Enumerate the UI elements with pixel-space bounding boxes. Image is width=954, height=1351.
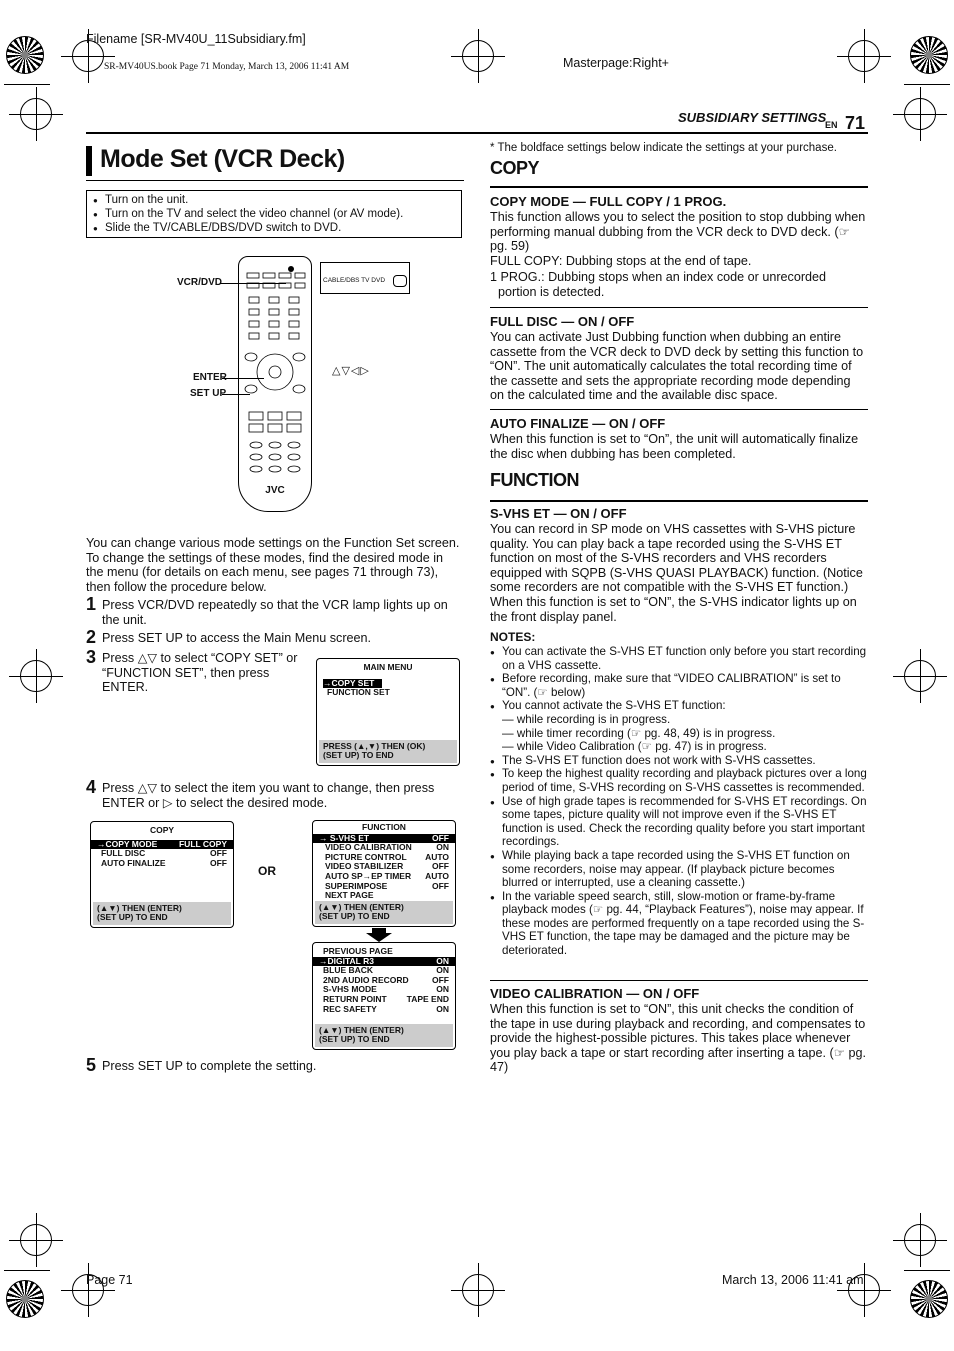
pointer-line [222, 378, 264, 379]
pointer-line [220, 283, 286, 284]
function-row: 2ND AUDIO RECORD OFF [323, 974, 449, 985]
svhs-et-text: You can record in SP mode on VHS cassettes with S-VHS picture quality. You can play back a tape recorded using the S-VHS ET function on most of the S-VHS recorders and VHS recorders equipped with SQPB (S-VHS QUASI PLAYBACK) function. (Notice some recorders are not compatible with the S-VHS ET function.) When this function is set to “ON”, the S-VHS indicator lights up on the front display panel. [490, 522, 863, 624]
section-rule [490, 980, 868, 981]
pointer-line [222, 394, 250, 395]
page-title: Mode Set (VCR Deck) [100, 145, 345, 173]
section-rule [490, 307, 868, 308]
svhs-et-title: S-VHS ET — ON / OFF [490, 506, 627, 521]
copy-heading: COPY [490, 158, 540, 178]
step-text: Press △▽ to select the item you want to change, then press ENTER or ▷ to select the desired mode. [102, 781, 435, 810]
note-item: ● Use of high grade tapes is recommended for S-VHS ET recordings. On some tapes, picture quality will not improve even if the S-VHS ET function is used. Check the recording quality before you start important recordings. [490, 795, 868, 849]
auto-finalize-text: When this function is set to “On”, the unit will automatically finalize the disc when dubbing has been completed. [490, 432, 859, 461]
note-item: ● The S-VHS ET function does not work with S-VHS cassettes. [490, 754, 868, 768]
note-dash-item: — while recording is in progress. [502, 712, 671, 726]
function-row: S-VHS MODE ON [323, 984, 449, 995]
crosshair-mark [848, 40, 880, 72]
preparation-box [86, 190, 462, 238]
switch-label: CABLE/DBS TV DVD [323, 277, 386, 284]
menu-item-copy-set: →COPY SET [323, 679, 382, 689]
label-arrow-keys: △▽◁▷ [332, 365, 370, 377]
function-row: →DIGITAL R3 ON [313, 957, 455, 967]
crop-line [904, 1270, 950, 1271]
copy-row: FULL DISC OFF [101, 848, 227, 859]
switch-inset [320, 262, 410, 294]
note-dash-item: — while timer recording (☞ pg. 48, 49) is in progress. [502, 726, 776, 740]
menu-item-function-set: FUNCTION SET [327, 687, 390, 698]
function-row: PICTURE CONTROL AUTO [325, 851, 449, 862]
crop-line [4, 1270, 50, 1271]
crosshair-mark [20, 1224, 52, 1256]
registration-target-bottom-right [910, 1280, 948, 1318]
crosshair-mark [462, 40, 494, 72]
function-row: → S-VHS ET OFF [313, 834, 455, 844]
switch-slider [393, 275, 407, 287]
function-screen [312, 820, 456, 927]
function-row: PREVIOUS PAGE [323, 946, 393, 956]
screen-footer: (▲▼) THEN (ENTER) (SET UP) TO END [93, 902, 231, 925]
function-row: BLUE BACK ON [323, 965, 449, 976]
note-item: ● Before recording, make sure that “VIDEO CALIBRATION” is set to “ON”. (☞ below) [490, 672, 868, 699]
intro-text: You can change various mode settings on the Function Set screen. To change the settings of these modes, find the desired mode in the menu (for details on each menu, see pages 71 through 73), then follow the procedure below. [86, 536, 460, 594]
label-enter: ENTER [193, 372, 227, 383]
function-row: REC SAFETY ON [323, 1003, 449, 1014]
title-rule [86, 180, 464, 181]
auto-finalize-title: AUTO FINALIZE — ON / OFF [490, 416, 666, 431]
prep-item: ● Slide the TV/CABLE/DBS/DVD switch to DVD. [93, 221, 455, 235]
screen-title: MAIN MENU [363, 662, 413, 672]
lang-label: EN [825, 120, 838, 130]
page-number: 71 [845, 113, 866, 133]
section-header: SUBSIDIARY SETTINGS [678, 110, 827, 125]
crop-line [904, 84, 950, 85]
function-row: VIDEO CALIBRATION ON [325, 842, 449, 853]
note-item: ● In the variable speed search, still, slow-motion or frame-by-frame playback modes (☞ pg. 44, “Playback Features”), noise may appear. If these modes are performed frequently on a tape recorded using the S-VHS ET function, the tape may be damaged and the picture may be deteriorated. [490, 890, 868, 958]
note-item: ● To keep the highest quality recording and playback pictures over a long period of time, S-VHS recording on S-VHS cassettes is recommended. [490, 767, 868, 794]
boldface-footnote: * The boldface settings below indicate the settings at your purchase. [490, 142, 837, 154]
filename-label: Filename [SR-MV40U_11Subsidiary.fm] [86, 32, 306, 46]
prep-item: ● Turn on the TV and select the video channel (or AV mode). [93, 207, 455, 221]
title-bar [86, 146, 92, 176]
function-row: VIDEO STABILIZER OFF [325, 861, 449, 872]
function-page2-screen [312, 942, 456, 1050]
remote-control-illustration [238, 256, 312, 512]
masterpage-label: Masterpage:Right+ [563, 56, 669, 70]
video-calibration-text: When this function is set to “ON”, this unit checks the condition of the tape in use during playback and recording, and compensates to provide the highest-possible pictures. This takes place whenever you play back a tape or start recording after inserting a tape. (☞ pg. 47) [490, 1002, 867, 1075]
step-number: 3 [86, 647, 97, 667]
one-prog-definition: 1 PROG.: Dubbing stops when an index code or unrecorded portion is detected. [490, 270, 827, 299]
step-number: 4 [86, 777, 97, 797]
remote-brand: JVC [265, 485, 285, 496]
screen-title: FUNCTION [362, 822, 406, 832]
step-text: Press VCR/DVD repeatedly so that the VCR lamp lights up on the unit. [102, 598, 448, 627]
step-text: Press SET UP to complete the setting. [102, 1059, 317, 1073]
crosshair-mark [20, 660, 52, 692]
full-copy-definition: FULL COPY: Dubbing stops at the end of tape. [490, 254, 752, 268]
or-label: OR [258, 864, 276, 878]
section-rule [490, 500, 868, 502]
label-set-up: SET UP [190, 388, 227, 399]
note-item: ● While playing back a tape recorded using the S-VHS ET function on some recorders, noise may appear. (If playback picture becomes blurred or interrupted, use a cleaning cassette.) [490, 849, 868, 890]
screen-footer: PRESS (▲,▼) THEN (OK) (SET UP) TO END [319, 740, 457, 763]
label-vcr-dvd: VCR/DVD [177, 277, 223, 288]
copy-mode-title: COPY MODE — FULL COPY / 1 PROG. [490, 194, 727, 209]
crosshair-mark [20, 98, 52, 130]
step-text: Press △▽ to select “COPY SET” or “FUNCTION SET”, then press ENTER. [102, 651, 298, 695]
notes-list [490, 645, 868, 958]
note-item: ● You cannot activate the S-VHS ET function: [490, 699, 868, 713]
function-row: RETURN POINT TAPE END [323, 993, 449, 1004]
video-calibration-title: VIDEO CALIBRATION — ON / OFF [490, 986, 700, 1001]
section-rule [490, 186, 868, 188]
crop-line [4, 84, 50, 85]
step-number: 1 [86, 594, 97, 614]
crosshair-mark [904, 98, 936, 130]
function-row: AUTO SP→EP TIMER AUTO [325, 870, 449, 881]
crosshair-mark [904, 1224, 936, 1256]
main-menu-screen [316, 658, 460, 766]
screen-title: COPY [149, 825, 175, 835]
function-row: NEXT PAGE [325, 890, 374, 901]
step-text: Press SET UP to access the Main Menu screen. [102, 631, 372, 645]
remote-buttons [239, 257, 311, 511]
function-row: SUPERIMPOSE OFF [325, 880, 449, 891]
footer-date-label: March 13, 2006 11:41 am [722, 1273, 864, 1287]
section-rule [490, 409, 868, 410]
copy-row: →COPY MODE FULL COPY [91, 840, 233, 850]
crosshair-mark [904, 660, 936, 692]
header-rule [86, 132, 868, 134]
full-disc-title: FULL DISC — ON / OFF [490, 314, 635, 329]
book-label: SR-MV40US.book Page 71 Monday, March 13, 2006 11:41 AM [104, 62, 350, 72]
registration-target-top-left [6, 36, 44, 74]
note-dash-item: — while Video Calibration (☞ pg. 47) is in progress. [502, 740, 767, 754]
down-arrow-icon [366, 928, 392, 942]
footer-page-label: Page 71 [86, 1273, 133, 1287]
screen-footer: (▲▼) THEN (ENTER) (SET UP) TO END [315, 1024, 453, 1047]
function-heading: FUNCTION [490, 470, 579, 490]
registration-target-bottom-left [6, 1280, 44, 1318]
notes-title: NOTES: [490, 630, 536, 644]
copy-row: AUTO FINALIZE OFF [101, 857, 227, 868]
crosshair-mark [462, 1274, 494, 1306]
registration-target-top-right [910, 36, 948, 74]
copy-mode-text: This function allows you to select the position to stop dubbing when performing manual dubbing from the VCR deck to DVD deck. (☞ pg. 59) [490, 210, 866, 254]
prep-item: ● Turn on the unit. [93, 193, 455, 207]
screen-footer: (▲▼) THEN (ENTER) (SET UP) TO END [315, 901, 453, 924]
note-item: ● You can activate the S-VHS ET function only before you start recording on a VHS cassette. [490, 645, 868, 672]
step-number: 5 [86, 1055, 97, 1075]
full-disc-text: You can activate Just Dubbing function when dubbing an entire cassette from the VCR deck to DVD deck by setting this function to “ON”. The unit automatically calculates the total recording time of the cassette and sets the appropriate recording mode depending on the calculated time and the available disc space. [490, 330, 864, 403]
copy-screen [90, 821, 234, 928]
step-number: 2 [86, 627, 97, 647]
